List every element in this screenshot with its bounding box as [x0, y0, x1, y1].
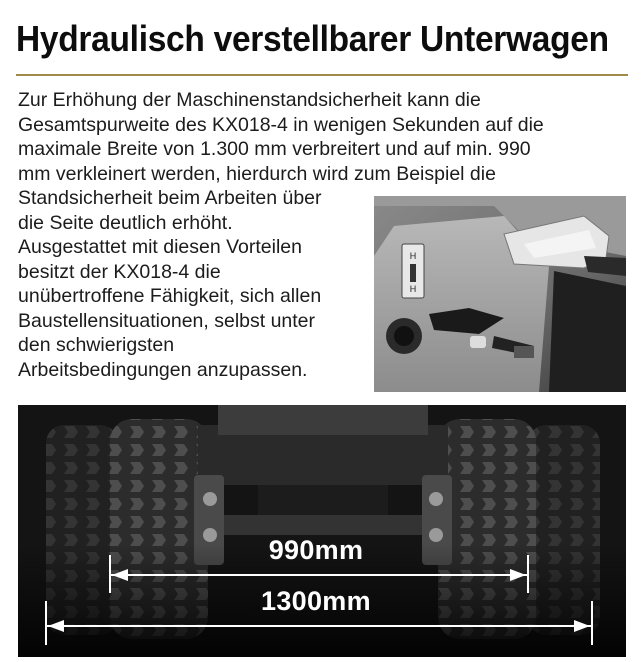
paragraph-line: Zur Erhöhung der Maschinenstandsicherheit kann die — [18, 89, 481, 111]
paragraph-line: unübertroffene Fähigkeit, sich allen — [18, 285, 322, 307]
paragraph-line: Gesamtspurweite des KX018-4 in wenigen Sekunden auf die — [18, 113, 544, 136]
paragraph-line: besitzt der KX018-4 die — [18, 260, 221, 283]
paragraph-line: Ausgestattet mit diesen Vorteilen — [18, 236, 302, 258]
svg-text:H: H — [409, 284, 417, 294]
min-width-label: 990mm — [268, 535, 364, 565]
paragraph-line: Baustellensituationen, selbst unter — [18, 309, 316, 332]
paragraph-line: den schwierigsten — [18, 334, 175, 356]
max-width-label: 1300mm — [261, 586, 371, 616]
paragraph-line: maximale Breite von 1.300 mm verbreitert und auf min. 990 — [18, 138, 531, 160]
tracks-illustration — [18, 405, 626, 657]
control-lever-photo — [374, 196, 626, 392]
title-divider — [16, 74, 628, 76]
lever-illustration — [374, 196, 626, 392]
svg-text:H: H — [409, 251, 417, 261]
paragraph-line: Arbeitsbedingungen anzupassen. — [18, 358, 308, 381]
undercarriage-photo — [18, 405, 626, 657]
page-title: Hydraulisch verstellbarer Unterwagen — [16, 18, 609, 59]
paragraph-line: Standsicherheit beim Arbeiten über — [18, 187, 322, 209]
paragraph-line: die Seite deutlich erhöht. — [18, 211, 233, 234]
paragraph-line: mm verkleinert werden, hierdurch wird zum Beispiel die — [18, 162, 496, 185]
